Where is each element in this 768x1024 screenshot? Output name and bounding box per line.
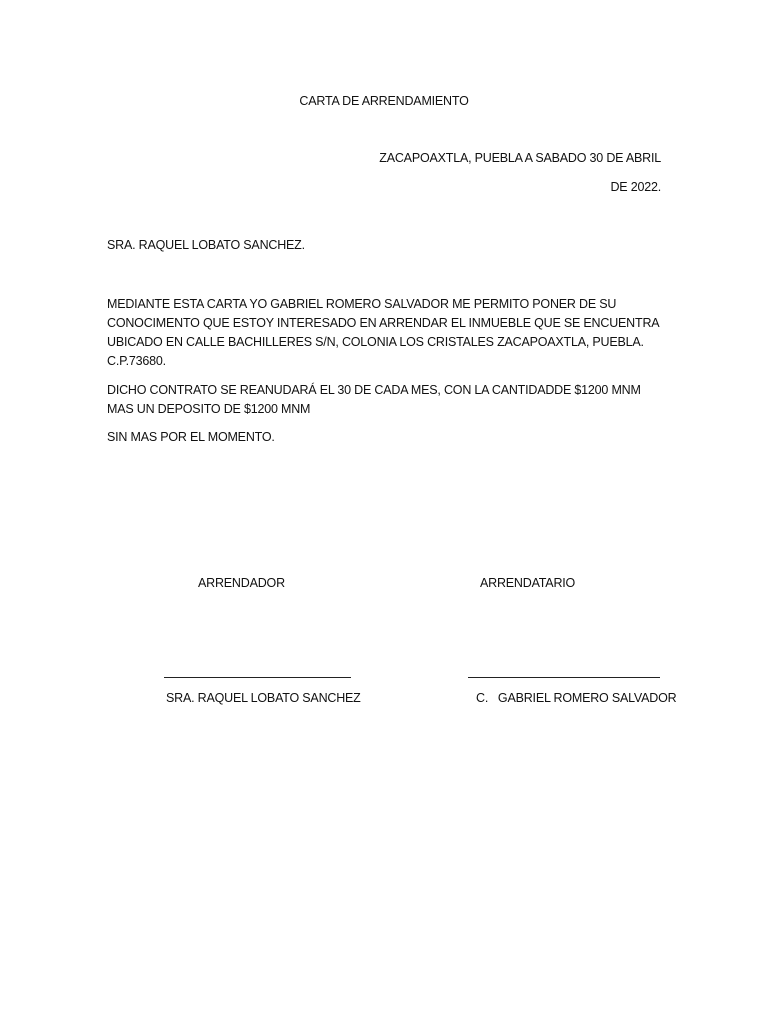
letter-body	[107, 295, 667, 429]
body-paragraph-1: MEDIANTE ESTA CARTA YO GABRIEL ROMERO SALVADOR ME PERMITO PONER DE SU CONOCIMENTO QUE ESTOY INTERESADO EN ARRENDAR EL INMUEBLE QUE SE ENCUENTRA UBICADO EN CALLE BACHILLERES S/N, COLONIA LOS CRISTALES ZACAPOAXTLA, PUEBLA. C.P.73680.	[107, 297, 659, 368]
closing-line: SIN MAS POR EL MOMENTO.	[107, 430, 275, 444]
recipient-line: SRA. RAQUEL LOBATO SANCHEZ.	[107, 238, 305, 252]
signature-line-landlord	[164, 677, 351, 678]
signer-role-tenant: ARRENDATARIO	[480, 576, 576, 590]
signature-line-tenant	[468, 677, 660, 678]
date-line-1: ZACAPOAXTLA, PUEBLA A SABADO 30 DE ABRIL	[379, 151, 661, 165]
signer-name-landlord: SRA. RAQUEL LOBATO SANCHEZ	[166, 691, 361, 705]
body-paragraph-2: DICHO CONTRATO SE REANUDARÁ EL 30 DE CADA MES, CON LA CANTIDADDE $1200 MNM MAS UN DEPOSITO DE $1200 MNM	[107, 383, 641, 416]
document-title: CARTA DE ARRENDAMIENTO	[299, 94, 469, 108]
date-line-2: DE 2022.	[610, 180, 661, 194]
signer-name-tenant: C. GABRIEL ROMERO SALVADOR	[476, 691, 677, 705]
signer-role-landlord: ARRENDADOR	[198, 576, 285, 590]
